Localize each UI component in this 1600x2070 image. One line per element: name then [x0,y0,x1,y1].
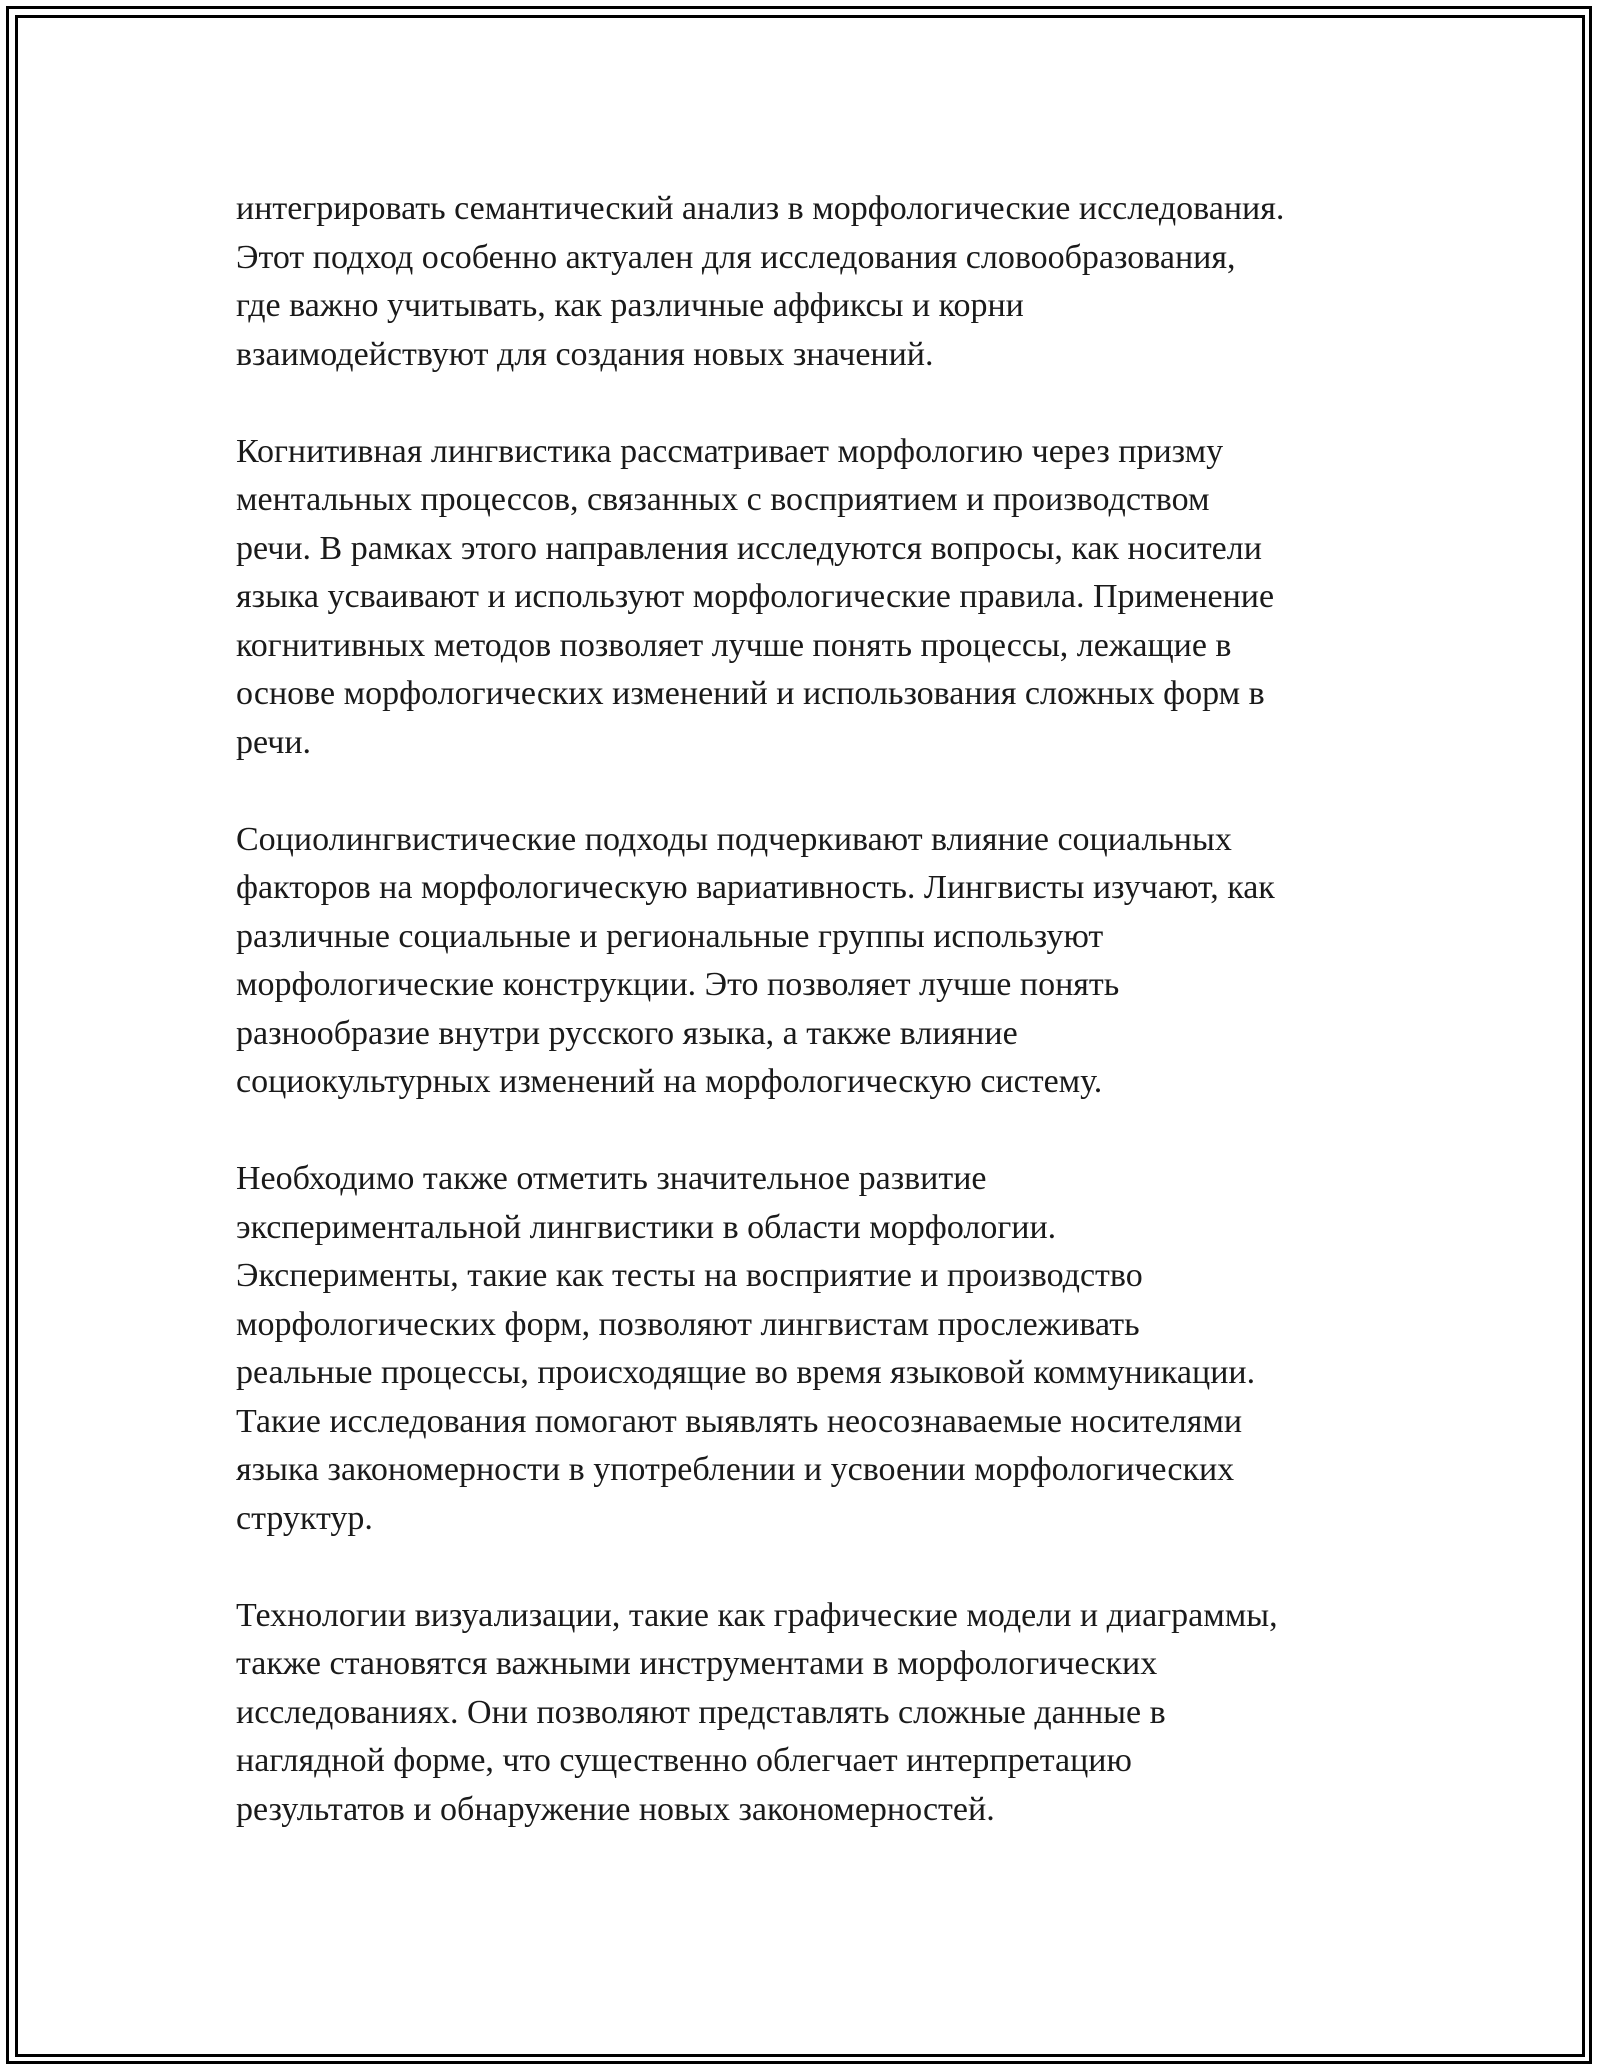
text-line: исследованиях. Они позволяют представлять сложные данные в [236,1693,1166,1731]
text-line: где важно учитывать, как различные аффиксы и корни [236,287,1024,324]
paragraph-visualization-technologies [236,1592,1386,1835]
text-line: Эксперименты, такие как тесты на восприятие и производство [236,1257,1143,1294]
text-line: Технологии визуализации, такие как графические модели и диаграммы, [236,1596,1278,1634]
text-line: ментальных процессов, связанных с восприятием и производством [236,481,1210,518]
paragraph-semantic-analysis [236,185,1386,379]
text-line: также становятся важными инструментами в морфологических [236,1645,1158,1682]
text-line: результатов и обнаружение новых закономерностей. [236,1790,995,1828]
text-line: основе морфологических изменений и использования сложных форм в [236,675,1265,712]
text-line: разнообразие внутри русского языка, а также влияние [236,1014,1018,1052]
paragraph-experimental-linguistics [236,1155,1386,1543]
text-line: когнитивных методов позволяет лучше понять процессы, лежащие в [236,626,1232,664]
text-line: структур. [236,1499,373,1537]
paragraph-sociolinguistics [236,816,1386,1107]
text-line: речи. В рамках этого направления исследуются вопросы, как носители [236,529,1262,567]
text-line: языка усваивают и используют морфологические правила. Применение [236,578,1275,615]
paragraph-cognitive-linguistics [236,428,1386,768]
text-line: экспериментальной лингвистики в области морфологии. [236,1208,1057,1246]
text-line: взаимодействуют для создания новых значений. [236,335,934,373]
text-line: Необходимо также отметить значительное развитие [236,1160,987,1197]
text-line: морфологические конструкции. Это позволяет лучше понять [236,966,1120,1003]
text-line: Социолингвистические подходы подчеркивают влияние социальных [236,820,1232,858]
text-line: интегрировать семантический анализ в морфологические исследования. [236,190,1285,227]
text-line: реальные процессы, происходящие во время языковой коммуникации. [236,1354,1256,1391]
text-line: различные социальные и региональные группы используют [236,917,1104,955]
text-line: Когнитивная лингвистика рассматривает морфологию через призму [236,432,1224,470]
text-line: речи. [236,723,312,761]
text-line: Этот подход особенно актуален для исследования словообразования, [236,238,1236,276]
text-line: языка закономерности в употреблении и усвоении морфологических [236,1451,1235,1488]
text-line: социокультурных изменений на морфологическую систему. [236,1063,1103,1100]
text-line: морфологических форм, позволяют лингвистам прослеживать [236,1305,1140,1343]
text-line: наглядной форме, что существенно облегчает интерпретацию [236,1742,1132,1779]
text-line: факторов на морфологическую вариативность. Лингвисты изучают, как [236,869,1275,906]
text-line: Такие исследования помогают выявлять неосознаваемые носителями [236,1402,1243,1440]
page-body [236,185,1386,1834]
